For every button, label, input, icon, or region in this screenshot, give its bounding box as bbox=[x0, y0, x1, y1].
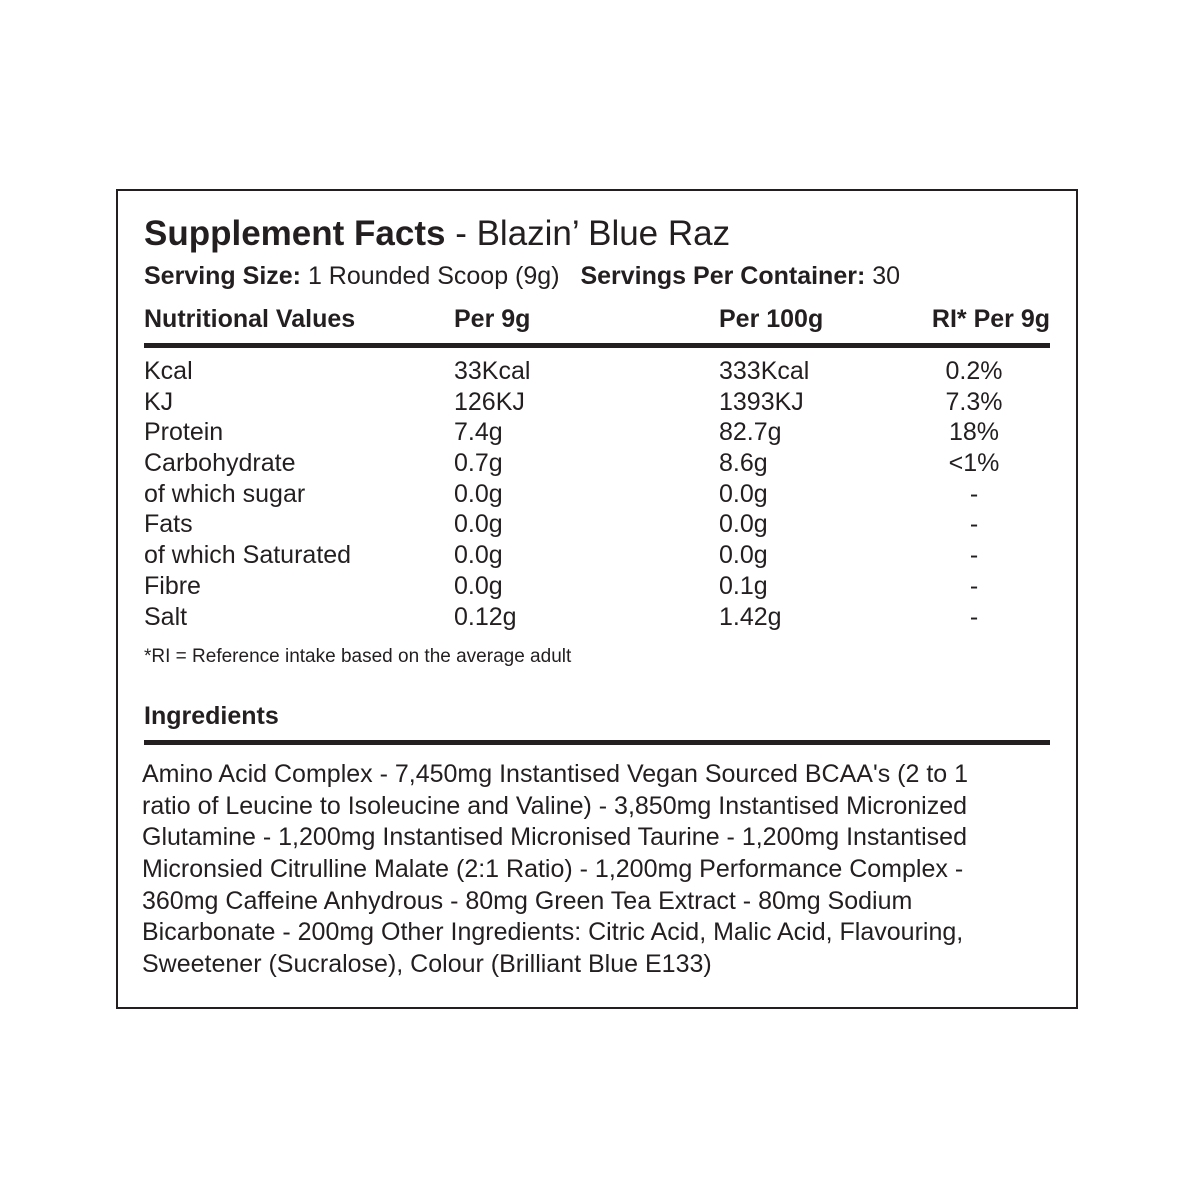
table-cell: 0.12g bbox=[454, 602, 517, 631]
label-content bbox=[144, 211, 1050, 980]
column-header: Per 100g bbox=[719, 305, 824, 333]
table-cell: 8.6g bbox=[719, 449, 768, 478]
table-cell: 333Kcal bbox=[719, 357, 810, 385]
servings-per-container-label: Servings Per Container: bbox=[580, 262, 866, 290]
supplement-facts-label bbox=[116, 189, 1078, 1009]
title-bold: Supplement Facts bbox=[144, 214, 446, 253]
table-cell: - bbox=[969, 602, 979, 631]
table-cell: 0.0g bbox=[719, 479, 768, 508]
table-cell: - bbox=[969, 541, 979, 570]
table-cell: Kcal bbox=[144, 357, 193, 385]
servings-per-container-value: 30 bbox=[872, 262, 901, 290]
ri-footnote: *RI = Reference intake based on the average adult bbox=[144, 646, 572, 668]
table-cell: 0.0g bbox=[719, 541, 768, 570]
table-row bbox=[144, 602, 1050, 633]
nutrition-table-body bbox=[144, 356, 1050, 632]
table-row bbox=[144, 540, 1050, 571]
table-row bbox=[144, 417, 1050, 448]
table-cell: - bbox=[969, 479, 979, 508]
table-cell: KJ bbox=[144, 387, 174, 416]
table-cell: 126KJ bbox=[454, 387, 525, 416]
table-row bbox=[144, 509, 1050, 540]
table-cell: 0.0g bbox=[454, 479, 503, 508]
table-cell: 0.2% bbox=[945, 357, 1003, 385]
table-cell: Salt bbox=[144, 602, 188, 631]
table-row bbox=[144, 356, 1050, 387]
table-row bbox=[144, 479, 1050, 510]
serving-info bbox=[144, 259, 1050, 293]
table-row bbox=[144, 387, 1050, 418]
table-cell: 0.0g bbox=[719, 510, 768, 539]
nutrition-table-header bbox=[144, 299, 1050, 348]
serving-size-value: 1 Rounded Scoop (9g) bbox=[307, 262, 560, 290]
label-title bbox=[144, 211, 1050, 257]
table-cell: Fibre bbox=[144, 571, 201, 600]
table-cell: 0.7g bbox=[454, 449, 503, 478]
table-cell: 82.7g bbox=[719, 418, 782, 447]
table-cell: Fats bbox=[144, 510, 193, 539]
table-cell: 18% bbox=[948, 418, 1000, 447]
table-cell: 1393KJ bbox=[719, 387, 804, 416]
column-header: Per 9g bbox=[454, 305, 531, 333]
table-row bbox=[144, 448, 1050, 479]
table-cell: 1.42g bbox=[719, 602, 782, 631]
column-header: Nutritional Values bbox=[144, 305, 356, 333]
title-flavour: - Blazin’ Blue Raz bbox=[455, 214, 731, 253]
table-cell: of which sugar bbox=[144, 479, 306, 508]
table-cell: 7.3% bbox=[945, 387, 1003, 416]
ingredients-heading: Ingredients bbox=[144, 700, 1050, 745]
column-header: RI* Per 9g bbox=[931, 305, 1050, 333]
serving-size-label: Serving Size: bbox=[144, 262, 301, 290]
table-cell: 0.1g bbox=[719, 571, 768, 600]
table-cell: of which Saturated bbox=[144, 541, 352, 570]
ingredients-text: Amino Acid Complex - 7,450mg Instantised Vegan Sourced BCAA's (2 to 1 ratio of Leucine to Isoleucine and Valine) - 3,850mg Instantised Micronized Glutamine - 1,200mg Instantised Micronised Taurine - 1,200mg Instantised Micronsied Citrulline Malate (2:1 Ratio) - 1,200mg Performance Complex - 360mg Caffeine Anhydrous - 80mg Green Tea Extract - 80mg Sodium Bicarbonate - 200mg Other Ingredients: Citric Acid, Malic Acid, Flavouring, Sweetener (Sucralose), Colour (Brilliant Blue E133) bbox=[142, 760, 969, 978]
table-cell: Carbohydrate bbox=[144, 449, 296, 478]
table-cell: <1% bbox=[948, 449, 1000, 478]
table-cell: 0.0g bbox=[454, 571, 503, 600]
table-cell: 7.4g bbox=[454, 418, 503, 447]
table-cell: Protein bbox=[144, 418, 224, 447]
table-cell: 33Kcal bbox=[454, 357, 531, 385]
table-cell: - bbox=[969, 571, 979, 600]
table-cell: 0.0g bbox=[454, 510, 503, 539]
table-cell: 0.0g bbox=[454, 541, 503, 570]
table-row bbox=[144, 571, 1050, 602]
table-cell: - bbox=[969, 510, 979, 539]
